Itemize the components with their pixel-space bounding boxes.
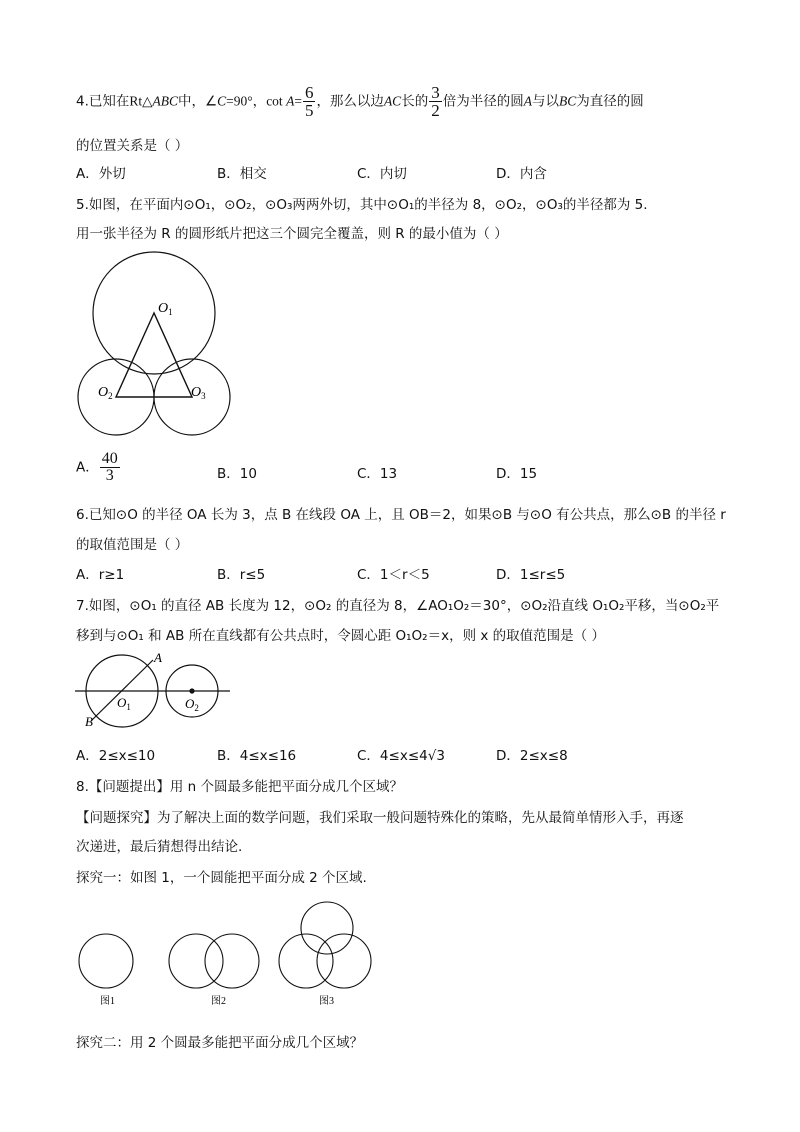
q8-line5: 探究二：用 2 个圆最多能把平面分成几个区域？ — [76, 1035, 364, 1051]
q7-option-d: D．2≤x≤8 — [496, 748, 568, 764]
q7-figure-two-circles — [70, 648, 240, 736]
label-o1: $O_1$ — [158, 301, 173, 317]
q4-option-a: A．外切 — [76, 166, 126, 182]
q8-line2: 【问题探究】为了解决上面的数学问题，我们采取一般问题特殊化的策略，先从最简单情形入手，再逐 — [76, 810, 684, 826]
q6-option-a: A．r≥1 — [76, 567, 125, 583]
fig1-circle — [79, 934, 133, 988]
q5-option-c: C．13 — [357, 466, 398, 482]
center-o2-dot — [189, 688, 194, 693]
q6-option-b: B．r≤5 — [217, 567, 266, 583]
q7-option-a: A．2≤x≤10 — [76, 748, 156, 764]
q5-figure-three-circles — [70, 250, 240, 450]
fig3-circle-right — [317, 934, 371, 988]
fraction-6-5: $\frac{6}{5}$ — [304, 83, 314, 120]
q4-option-b: B．相交 — [217, 166, 267, 182]
q4-line2: 的位置关系是（ ） — [76, 138, 189, 154]
q7-option-c: C．4≤x≤4√3 — [357, 748, 445, 764]
q4-line1: 4.已知在Rt△ABC中，∠C=90°，cot A= $\frac{6}{5}$ ，那么以边AC长的 $\frac{3}{2}$ 倍为半径的圆A与以BC为直径的圆 — [76, 83, 644, 120]
label-o3: $O_3$ — [191, 385, 206, 401]
q4-option-c: C．内切 — [357, 166, 407, 182]
q5-option-a: A． $\frac{40}{3}$ — [76, 450, 118, 484]
q8-line3: 次递进，最后猜想得出结论. — [76, 839, 243, 855]
q8-line1: 8.【问题提出】用 n 个圆最多能把平面分成几个区域？ — [76, 779, 404, 795]
q5-option-b: B．10 — [217, 466, 257, 482]
fig3-caption: 图3 — [319, 996, 334, 1007]
q7-option-b: B．4≤x≤16 — [217, 748, 297, 764]
label-o2: $O_2$ — [98, 385, 113, 401]
fig1-caption: 图1 — [100, 996, 115, 1007]
fig2-circle-left — [169, 934, 223, 988]
fraction-3-2: $\frac{3}{2}$ — [431, 83, 440, 120]
q6-line1: 6.已知⊙O 的半径 OA 长为 3，点 B 在线段 OA 上，且 OB＝2，如果⊙B 与⊙O 有公共点，那么⊙B 的半径 r — [76, 507, 726, 523]
fig2-circle-right — [205, 934, 259, 988]
label-b: B — [85, 714, 93, 729]
q5-line2: 用一张半径为 R 的圆形纸片把这三个圆完全覆盖，则 R 的最小值为（ ） — [76, 226, 508, 242]
q7-line1: 7.如图，⊙O₁ 的直径 AB 长度为 12，⊙O₂ 的直径为 8，∠AO₁O₂＝30°，⊙O₂沿直线 O₁O₂平移，当⊙O₂平 — [76, 598, 720, 614]
q5-option-d: D．15 — [496, 466, 538, 482]
q4-option-d: D．内含 — [496, 166, 547, 182]
q6-line2: 的取值范围是（ ） — [76, 537, 189, 553]
q6-option-d: D．1≤r≤5 — [496, 567, 566, 583]
triangle-o1o2o3 — [116, 313, 192, 397]
fig2-caption: 图2 — [211, 996, 226, 1007]
q6-option-c: C．1＜r＜5 — [357, 567, 430, 583]
label-o2: $O_2$ — [185, 696, 199, 713]
q8-line4: 探究一：如图 1，一个圆能把平面分成 2 个区域. — [76, 870, 367, 886]
q7-line2: 移到与⊙O₁ 和 AB 所在直线都有公共点时，令圆心距 O₁O₂＝x，则 x 的取值范围是（ ） — [76, 628, 605, 644]
fraction-40-3: $\frac{40}{3}$ — [101, 450, 118, 484]
q8-figures-circles — [70, 898, 380, 1010]
q5-line1: 5.如图，在平面内⊙O₁，⊙O₂，⊙O₃两两外切，其中⊙O₁的半径为 8，⊙O₂，⊙O₃的半径都为 5. — [76, 197, 648, 213]
fig3-circle-top — [301, 902, 353, 954]
label-o1: $O_1$ — [117, 695, 131, 712]
label-a: A — [154, 650, 162, 665]
